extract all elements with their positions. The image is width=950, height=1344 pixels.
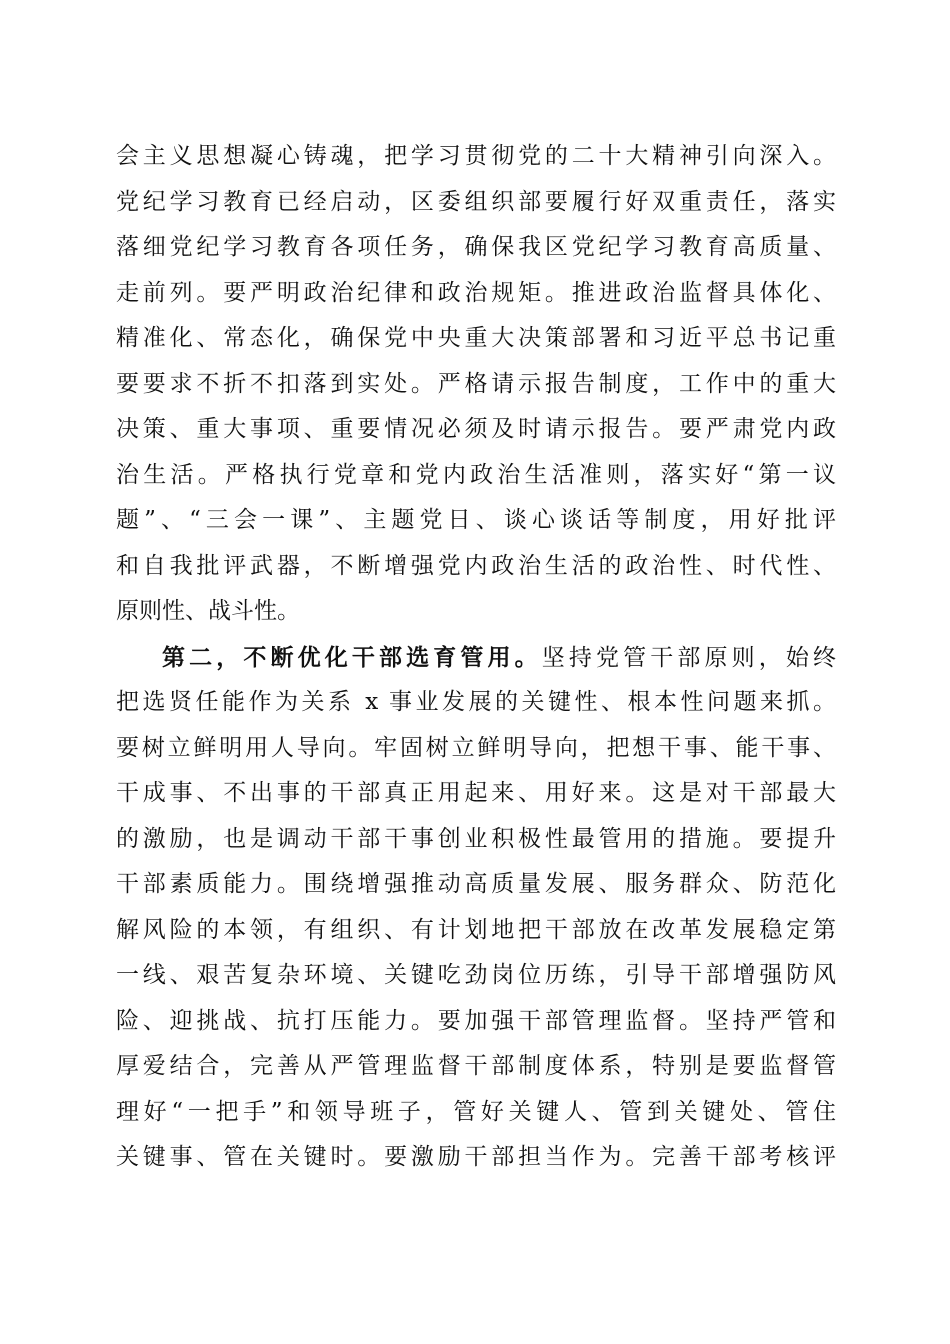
text-line: 厚爱结合，完善从严管理监督干部制度体系，特别是要监督管 [116,1053,836,1079]
text-line: 关键事、管在关键时。要激励干部担当作为。完善干部考核评 [116,1144,836,1170]
text-line-first [116,635,836,681]
text-line: 干部素质能力。围绕增强推动高质量发展、服务群众、防范化 [116,871,836,897]
text-line: 险、迎挑战、抗打压能力。要加强干部管理监督。坚持严管和 [116,1007,836,1034]
text-line: 解风险的本领，有组织、有计划地把干部放在改革发展稳定第 [116,916,836,943]
paragraph-1 [116,134,836,635]
text-line: 会主义思想凝心铸魂，把学习贯彻党的二十大精神引向深入。 [116,143,836,169]
text-line: 的激励，也是调动干部干事创业积极性最管用的措施。要提升 [116,825,836,852]
text-run: 坚持党管干部原则，始终 [541,644,836,671]
text-line: 把选贤任能作为关系 x 事业发展的关键性、根本性问题来抓。 [116,689,836,715]
text-line: 和自我批评武器，不断增强党内政治生活的政治性、时代性、 [116,552,836,579]
text-line: 题”、“三会一课”、主题党日、谈心谈话等制度，用好批评 [116,507,836,533]
text-line: 原则性、战斗性。 [116,598,300,624]
text-line: 干成事、不出事的干部真正用起来、用好来。这是对干部最大 [116,780,836,806]
body-text [116,134,836,1181]
text-line: 走前列。要严明政治纪律和政治规矩。推进政治监督具体化、 [116,279,836,306]
text-line: 落细党纪学习教育各项任务，确保我区党纪学习教育高质量、 [116,234,836,260]
text-line: 党纪学习教育已经启动，区委组织部要履行好双重责任，落实 [116,188,836,215]
paragraph-2 [116,635,836,1181]
section-heading: 第二，不断优化干部选育管用。 [162,643,542,671]
text-line: 理好“一把手”和领导班子，管好关键人、管到关键处、管住 [116,1098,836,1125]
text-line: 治生活。严格执行党章和党内政治生活准则，落实好“第一议 [116,461,836,488]
text-line: 精准化、常态化，确保党中央重大决策部署和习近平总书记重 [116,325,836,351]
text-line: 决策、重大事项、重要情况必须及时请示报告。要严肃党内政 [116,416,836,442]
text-line: 一线、艰苦复杂环境、关键吃劲岗位历练，引导干部增强防风 [116,962,836,988]
text-line: 要要求不折不扣落到实处。严格请示报告制度，工作中的重大 [116,370,836,397]
text-line: 要树立鲜明用人导向。牢固树立鲜明导向，把想干事、能干事、 [116,734,836,761]
